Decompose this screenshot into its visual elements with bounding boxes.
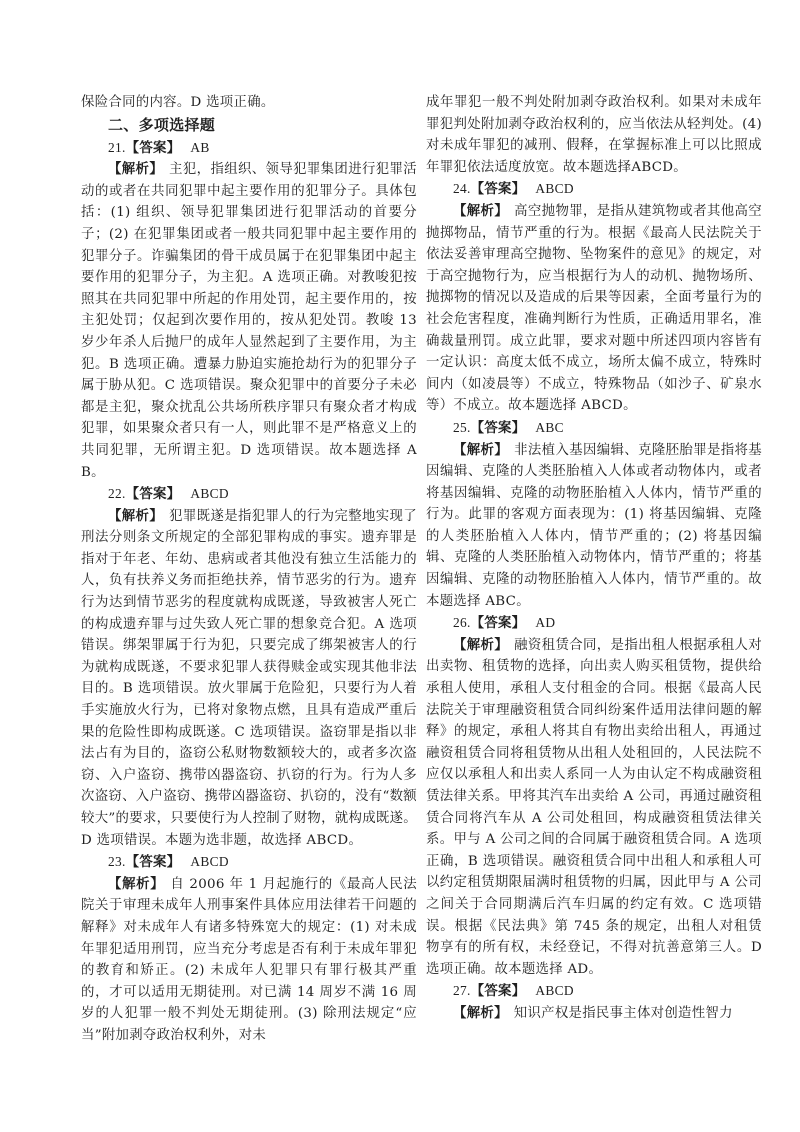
left-column: [81, 92, 417, 1047]
section-title: 二、多项选择题: [108, 115, 216, 134]
q24-answer-label: 【答案】: [470, 182, 526, 198]
q24-explanation: 高空抛物罪，是指从建筑物或者其他高空抛掷物品，情节严重的行为。根据《最高人民法院关于依法妥善审理高空抛物、坠物案件的意见》的规定，对于高空抛物行为，应当根据行为人的动机、抛物场所、抛掷物的情况以及造成的后果等因素，全面考量行为的社会危害程度，准确判断行为性质，正确适用罪名，准确裁量刑罚。成立此罪，要求对题中所述四项内容皆有一定认识：高度太低不成立，场所太偏不成立，特殊时间内（如凌晨等）不成立，特殊物品（如沙子、矿泉水等）不成立。故本题选择 ABCD。: [426, 203, 762, 414]
q21-number: 21.: [108, 139, 126, 155]
q25-number: 25.: [453, 419, 471, 435]
q21-explanation-label: 【解析】: [108, 162, 164, 178]
q22-answer-label: 【答案】: [125, 487, 181, 503]
q24-answer-value: ABCD: [535, 181, 574, 197]
q23-explanation-paragraph: [81, 874, 417, 1047]
q27-explanation-label: 【解析】: [453, 1005, 508, 1021]
q23-answer-value: ABCD: [190, 854, 229, 870]
q25-answer-line: [426, 417, 762, 440]
intro-line: 保险合同的内容。D 选项正确。: [81, 95, 275, 110]
right-column: [426, 92, 762, 1025]
q21-explanation: 主犯，指组织、领导犯罪集团进行犯罪活动的或者在共同犯罪中起主要作用的犯罪分子。具体包括：(1) 组织、领导犯罪集团进行犯罪活动的首要分子；(2) 在犯罪集团或者一般共同犯罪中起主要作用的犯罪分子。诈骗集团的骨干成员属于在犯罪集团中起主要作用的犯罪分子，为主犯。A 选项正确。对教唆犯按照其在共同犯罪中所起的作用处罚，起主要作用的，按主犯处罚；仅起到次要作用的，按从犯处罚。教唆 13 岁少年杀人后抛尸的成年人显然起到了主要作用，为主犯。B 选项正确。遭暴力胁迫实施抢劫行为的犯罪分子属于胁从犯。C 选项错误。聚众犯罪中的首要分子未必都是主犯，聚众扰乱公共场所秩序罪只有聚众者才构成犯罪，如果聚众者只有一人，则此罪不是严格意义上的共同犯罪，无所谓主犯。D 选项错误。故本题选择 AB。: [81, 162, 417, 480]
q21-answer-label: 【答案】: [125, 140, 181, 156]
q26-answer-label: 【答案】: [470, 616, 526, 632]
q22-number: 22.: [108, 486, 126, 502]
q26-number: 26.: [453, 615, 471, 631]
q24-explanation-label: 【解析】: [453, 203, 509, 219]
q23-explanation: 自 2006 年 1 月起施行的《最高人民法院关于审理未成年人刑事案件具体应用法律若干问题的解释》对未成年人有诸多特殊宽大的规定：(1) 对未成年罪犯适用刑罚，应当充分考虑是否有利于未成年罪犯的教育和矫正。(2) 未成年人犯罪只有罪行极其严重的，才可以适用无期徒刑。对已满 14 周岁不满 16 周岁的人犯罪一般不判处无期徒刑。(3) 除刑法规定“应当”附加剥夺政治权利外，对未: [81, 876, 417, 1043]
q21-answer-line: [81, 137, 417, 160]
q26-explanation: 融资租赁合同，是指出租人根据承租人对出卖物、租赁物的选择，向出卖人购买租赁物，提供给承租人使用，承租人支付租金的合同。根据《最高人民法院关于审理融资租赁合同纠纷案件适用法律问题的解释》的规定，承租人将其自有物出卖给出租人，再通过融资租赁合同将租赁物从出租人处租回的，人民法院不应仅以承租人和出卖人系同一人为由认定不构成融资租赁法律关系。甲将其汽车出卖给 A 公司，再通过融资租赁合同将汽车从 A 公司处租回，构成融资租赁法律关系。甲与 A 公司之间的合同属于融资租赁合同。A 选项正确，B 选项错误。融资租赁合同中出租人和承租人可以约定租赁期限届满时租赁物的归属，因此甲与 A 公司之间关于合同期满后汽车归属的约定有效。C 选项错误。根据《民法典》第 745 条的规定，出租人对租赁物享有的所有权，未经登记，不得对抗善意第三人。D 选项正确。故本题选择 AD。: [426, 637, 762, 977]
q22-answer-value: ABCD: [190, 486, 229, 502]
q24-answer-line: [426, 178, 762, 201]
q23-number: 23.: [108, 854, 126, 870]
q23-continued: 成年罪犯一般不判处附加剥夺政治权利。如果对未成年罪犯判处附加剥夺政治权利的，应当依法从轻判处。(4) 对未成年罪犯的减刑、假释，在掌握标准上可以比照成年罪犯依法适度放宽。故本题选择ABCD。: [426, 95, 762, 175]
q27-number: 27.: [453, 983, 471, 999]
q26-answer-line: [426, 612, 762, 635]
q21-answer-value: AB: [190, 139, 210, 155]
q23-explanation-label: 【解析】: [108, 876, 165, 892]
q26-answer-value: AD: [535, 615, 556, 631]
q22-explanation-label: 【解析】: [108, 508, 164, 524]
q25-answer-value: ABC: [535, 419, 564, 435]
q27-explanation-paragraph: [426, 1003, 762, 1025]
q27-explanation: 知识产权是指民事主体对创造性智力: [513, 1005, 733, 1021]
q26-explanation-paragraph: [426, 635, 762, 981]
q23-answer-line: [81, 851, 417, 874]
q22-explanation-paragraph: [81, 506, 417, 852]
q25-answer-label: 【答案】: [470, 420, 526, 436]
q27-answer-value: ABCD: [535, 983, 574, 999]
q26-explanation-label: 【解析】: [453, 637, 509, 653]
q23-answer-label: 【答案】: [125, 855, 181, 871]
q24-explanation-paragraph: [426, 201, 762, 417]
q25-explanation-label: 【解析】: [453, 442, 509, 458]
q25-explanation: 非法植入基因编辑、克隆胚胎罪是指将基因编辑、克隆的人类胚胎植入人体或者动物体内，或者将基因编辑、克隆的动物胚胎植入人体内，情节严重的行为。此罪的客观方面表现为：(1) 将基因编辑、克隆的人类胚胎植入人体内，情节严重的；(2) 将基因编辑、克隆的人类胚胎植入动物体内，情节严重的；将基因编辑、克隆的动物胚胎植入人体内，情节严重的。故本题选择 ABC。: [426, 442, 762, 609]
q22-explanation: 犯罪既遂是指犯罪人的行为完整地实现了刑法分则条文所规定的全部犯罪构成的事实。遗弃罪是指对于年老、年幼、患病或者其他没有独立生活能力的人，负有扶养义务而拒绝扶养，情节恶劣的行为。遗弃行为达到情节恶劣的程度就构成既遂，导致被害人死亡的构成遗弃罪与过失致人死亡罪的想象竞合犯。A 选项错误。绑架罪属于行为犯，只要完成了绑架被害人的行为就构成既遂，不要求犯罪人获得赎金或实现其他非法目的。B 选项错误。放火罪属于危险犯，只要行为人着手实施放火行为，已将对象物点燃，且具有造成严重后果的危险性即构成既遂。C 选项错误。盗窃罪是指以非法占有为目的，盗窃公私财物数额较大的，或者多次盗窃、入户盗窃、携带凶器盗窃、扒窃的行为。行为人多次盗窃、入户盗窃、携带凶器盗窃、扒窃的，没有“数额较大”的要求，只要使行为人控制了财物，就构成既遂。D 选项错误。本题为选非题，故选择 ABCD。: [81, 508, 417, 848]
q24-number: 24.: [453, 181, 471, 197]
q21-explanation-paragraph: [81, 159, 417, 483]
q25-explanation-paragraph: [426, 440, 762, 613]
q27-answer-line: [426, 980, 762, 1003]
q27-answer-label: 【答案】: [470, 984, 526, 1000]
q22-answer-line: [81, 483, 417, 506]
